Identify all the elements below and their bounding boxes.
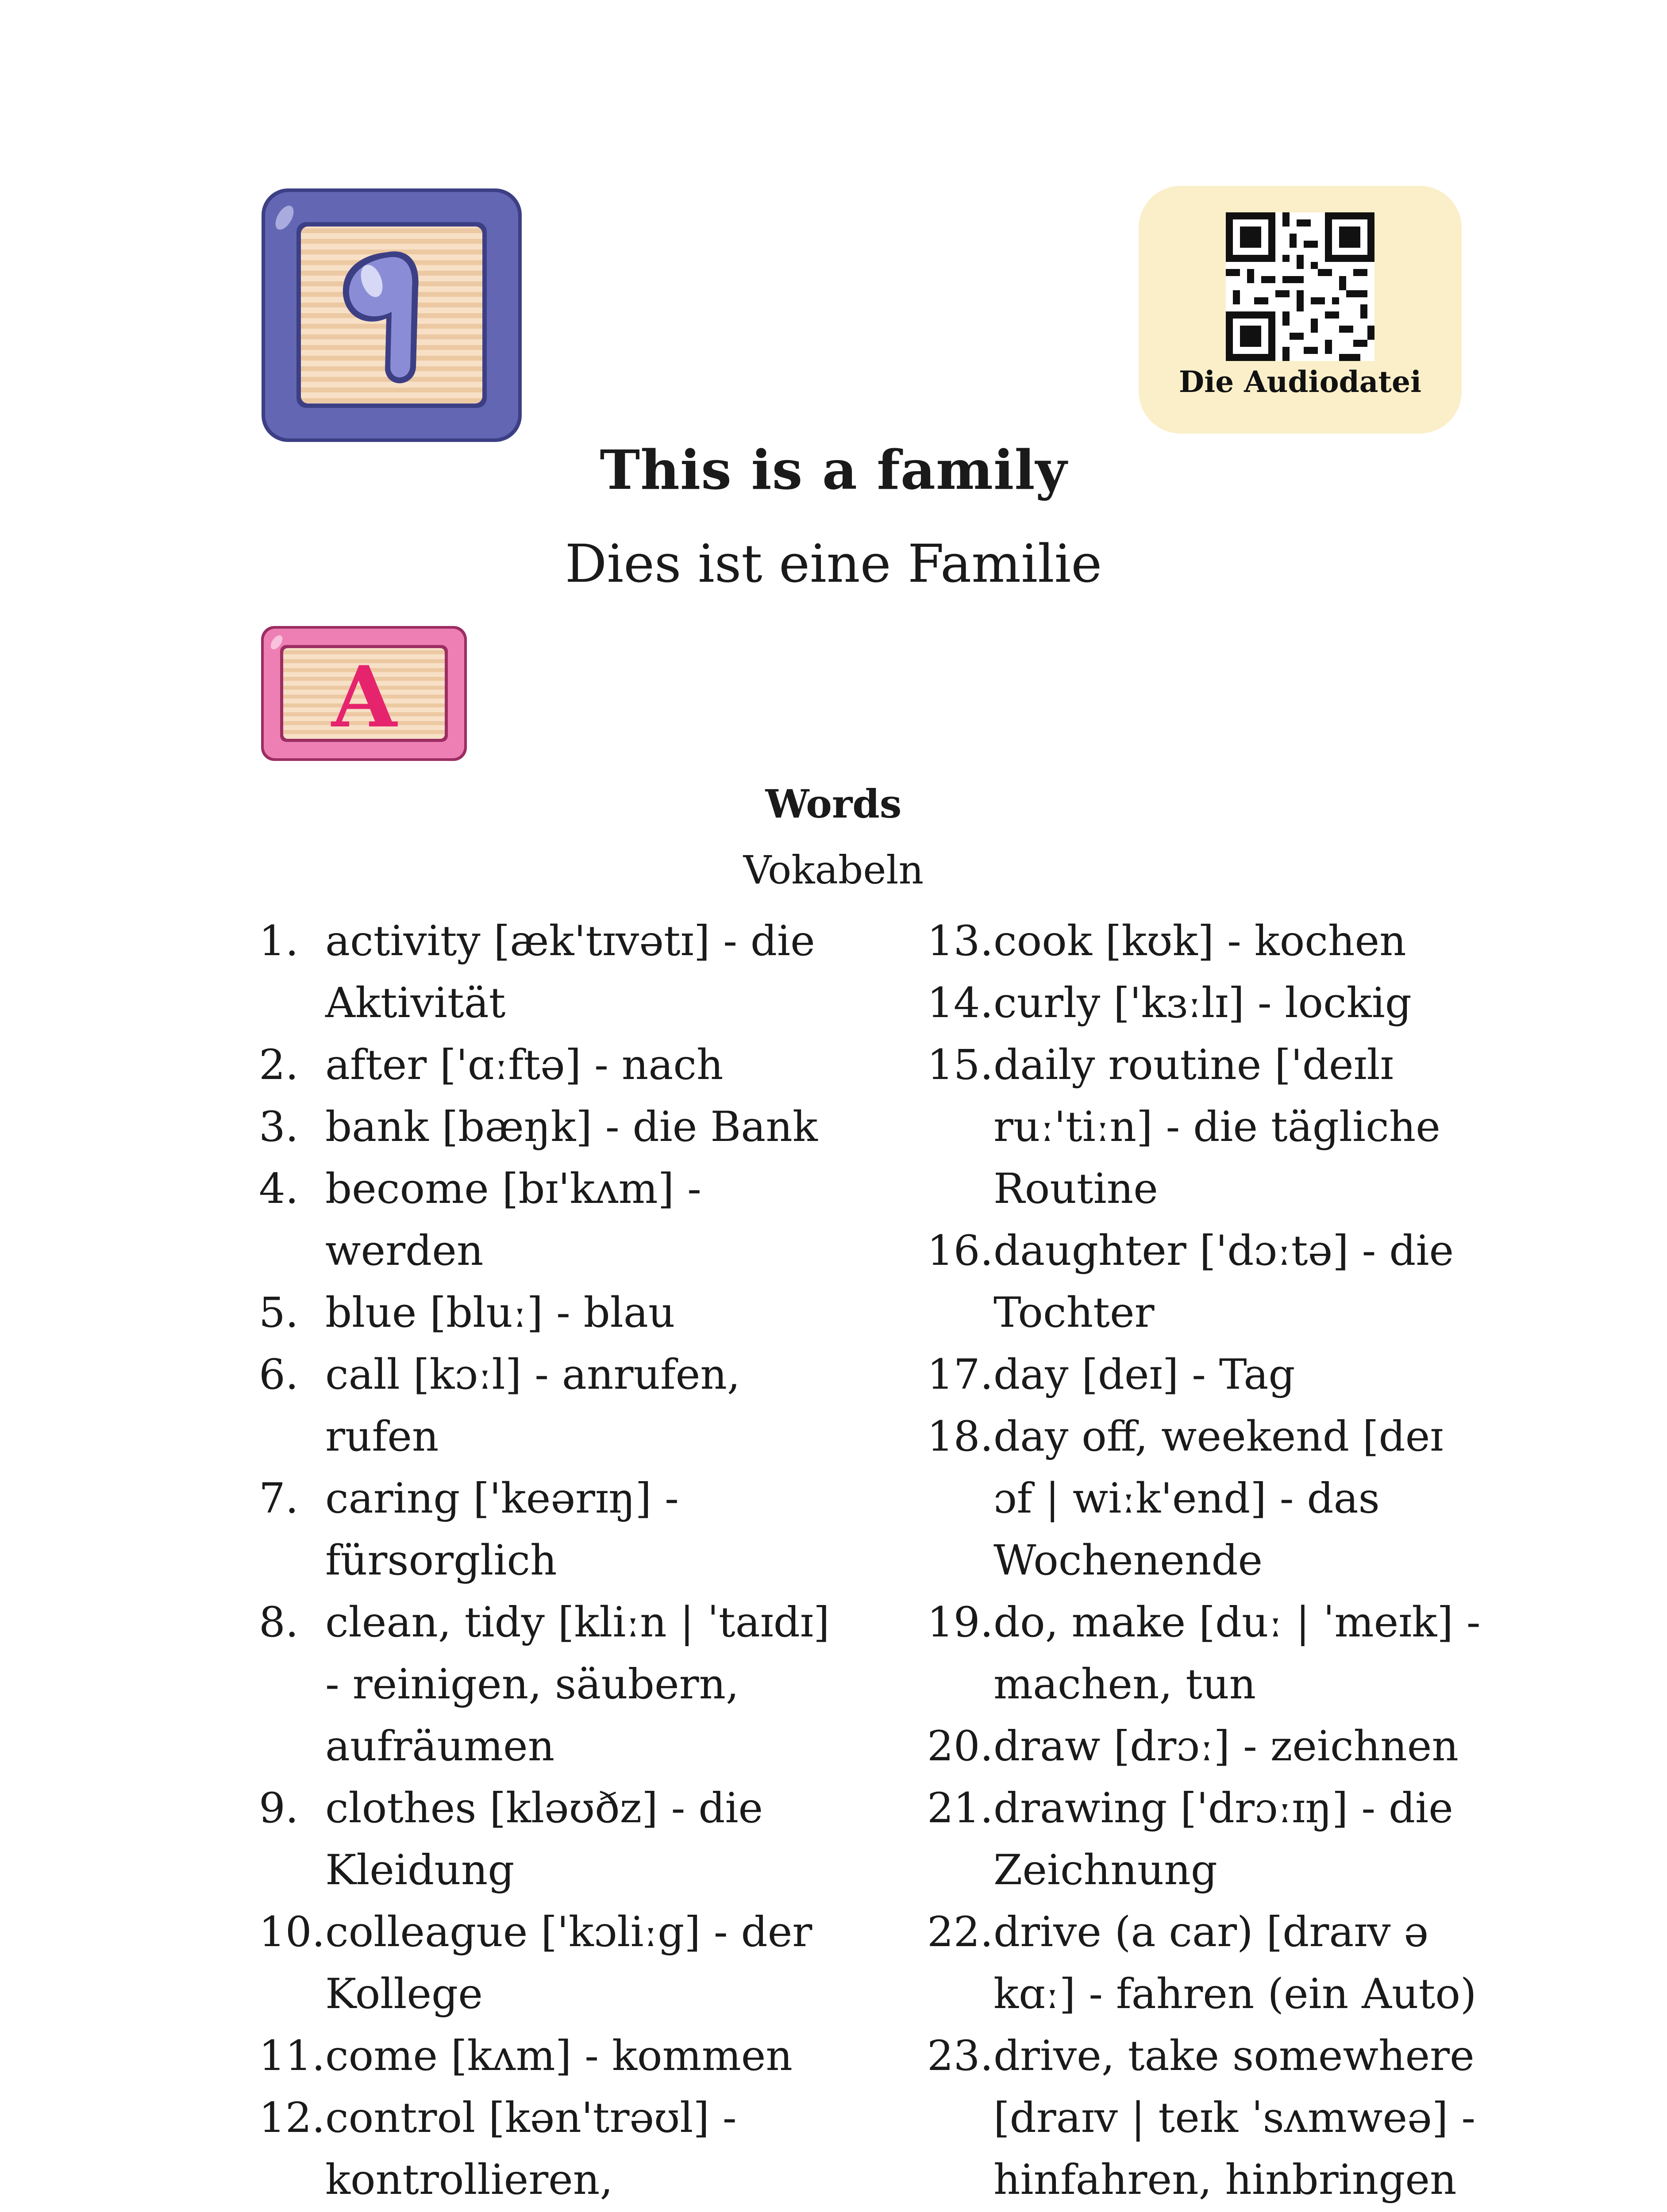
words-subheading: Vokabeln — [743, 847, 924, 893]
vocab-number: 20. — [927, 1722, 993, 1770]
vocab-text: cook [kʊk] - kochen — [993, 917, 1406, 965]
vocab-number: 23. — [927, 2032, 993, 2080]
section-badge-graphic — [259, 624, 469, 763]
vocab-item — [259, 2087, 847, 2212]
vocab-number: 3. — [259, 1103, 299, 1151]
vocab-number: 7. — [259, 1475, 299, 1523]
vocab-item — [259, 1034, 847, 1096]
page-title: This is a family — [600, 438, 1067, 502]
vocab-item — [259, 1778, 847, 1901]
vocab-number: 11. — [259, 2032, 325, 2080]
vocab-item — [927, 1034, 1485, 1220]
vocab-number: 14. — [927, 979, 993, 1027]
vocab-text: call [kɔːl] - anrufen, rufen — [325, 1351, 740, 1461]
vocab-number: 6. — [259, 1351, 299, 1399]
vocab-text: daughter ['dɔːtə] - die Tochter — [993, 1227, 1454, 1337]
vocab-number: 5. — [259, 1289, 299, 1337]
vocab-text: draw [drɔː] - zeichnen — [993, 1722, 1459, 1770]
vocab-item — [927, 2025, 1485, 2211]
vocab-list-right — [927, 910, 1485, 2212]
vocab-text: daily routine ['deɪlɪ ruː'tiːn] - die tägliche Routine — [993, 1041, 1440, 1213]
vocab-text: clothes [kləʊðz] - die Kleidung — [325, 1784, 763, 1894]
vocab-text: caring ['keərɪŋ] - fürsorglich — [325, 1475, 679, 1585]
vocab-item — [259, 1096, 847, 1158]
vocab-item — [927, 910, 1485, 972]
qr-code-icon[interactable] — [1226, 212, 1374, 361]
vocab-number: 4. — [259, 1165, 299, 1213]
vocab-text: activity [æk'tɪvətɪ] - die Aktivität — [325, 917, 815, 1027]
vocab-item — [259, 1344, 847, 1468]
vocab-item — [927, 972, 1485, 1034]
vocab-text: control [kən'trəʊl] - kontrollieren, — [325, 2094, 737, 2204]
vocab-text: drawing ['drɔːɪŋ] - die Zeichnung — [993, 1784, 1453, 1894]
vocab-number: 13. — [927, 917, 993, 965]
vocab-number: 21. — [927, 1784, 993, 1832]
vocab-item — [927, 1220, 1485, 1344]
vocab-text: drive (a car) [draɪv ə kɑː] - fahren (ein Auto) — [993, 1908, 1477, 2018]
words-heading: Words — [765, 781, 902, 827]
vocab-text: day [deɪ] - Tag — [993, 1351, 1295, 1399]
vocab-item — [259, 1158, 847, 1282]
vocab-item — [259, 1282, 847, 1344]
vocab-text: drive, take somewhere [draɪv | teɪk ˈsʌmweə] - hinfahren, hinbringen — [993, 2032, 1476, 2204]
vocab-text: after ['ɑːftə] - nach — [325, 1041, 724, 1089]
vocab-item — [259, 2025, 847, 2087]
chapter-badge-graphic — [259, 186, 524, 445]
vocab-list-left — [259, 910, 847, 2212]
audio-qr-box[interactable] — [1139, 186, 1462, 434]
vocab-item — [927, 1778, 1485, 1901]
vocab-number: 9. — [259, 1784, 299, 1832]
vocab-number: 18. — [927, 1413, 993, 1461]
svg-text:1: 1 — [390, 328, 393, 333]
vocab-number: 8. — [259, 1598, 299, 1647]
vocab-number: 1. — [259, 917, 299, 965]
vocab-item — [259, 910, 847, 1034]
vocab-item — [259, 1901, 847, 2025]
chapter-badge — [259, 186, 524, 445]
vocab-number: 12. — [259, 2094, 325, 2142]
vocab-item — [259, 1468, 847, 1592]
vocab-text: come [kʌm] - kommen — [325, 2032, 793, 2080]
vocab-text: do, make [duː | ˈmeɪk] - machen, tun — [993, 1598, 1481, 1709]
vocab-item — [927, 1901, 1485, 2025]
vocab-item — [927, 1406, 1485, 1592]
vocab-number: 22. — [927, 1908, 993, 1956]
section-badge — [259, 624, 469, 763]
vocab-text: curly ['kɜːlɪ] - lockig — [993, 979, 1412, 1027]
page-subtitle: Dies ist eine Familie — [565, 533, 1102, 594]
vocab-text: bank [bæŋk] - die Bank — [325, 1103, 818, 1151]
section-letter: A — [331, 648, 397, 746]
vocab-item — [259, 1592, 847, 1778]
vocab-number: 19. — [927, 1598, 993, 1647]
vocab-text: blue [bluː] - blau — [325, 1289, 675, 1337]
vocab-number: 2. — [259, 1041, 299, 1089]
vocab-number: 10. — [259, 1908, 325, 1956]
vocab-text: clean, tidy [kliːn | ˈtaɪdɪ] - reinigen, säubern, aufräumen — [325, 1598, 830, 1770]
vocab-item — [927, 1344, 1485, 1406]
vocab-item — [927, 1716, 1485, 1778]
vocab-text: colleague ['kɔliːg] - der Kollege — [325, 1908, 812, 2018]
vocab-number: 15. — [927, 1041, 993, 1089]
audio-file-label[interactable]: Die Audiodatei — [1178, 365, 1422, 399]
vocab-number: 16. — [927, 1227, 993, 1275]
vocab-text: become [bɪ'kʌm] - werden — [325, 1165, 701, 1275]
vocab-number: 17. — [927, 1351, 993, 1399]
vocab-item — [927, 1592, 1485, 1716]
vocab-text: day off, weekend [deɪ ɔf | wiːk'end] - das Wochenende — [993, 1413, 1444, 1585]
